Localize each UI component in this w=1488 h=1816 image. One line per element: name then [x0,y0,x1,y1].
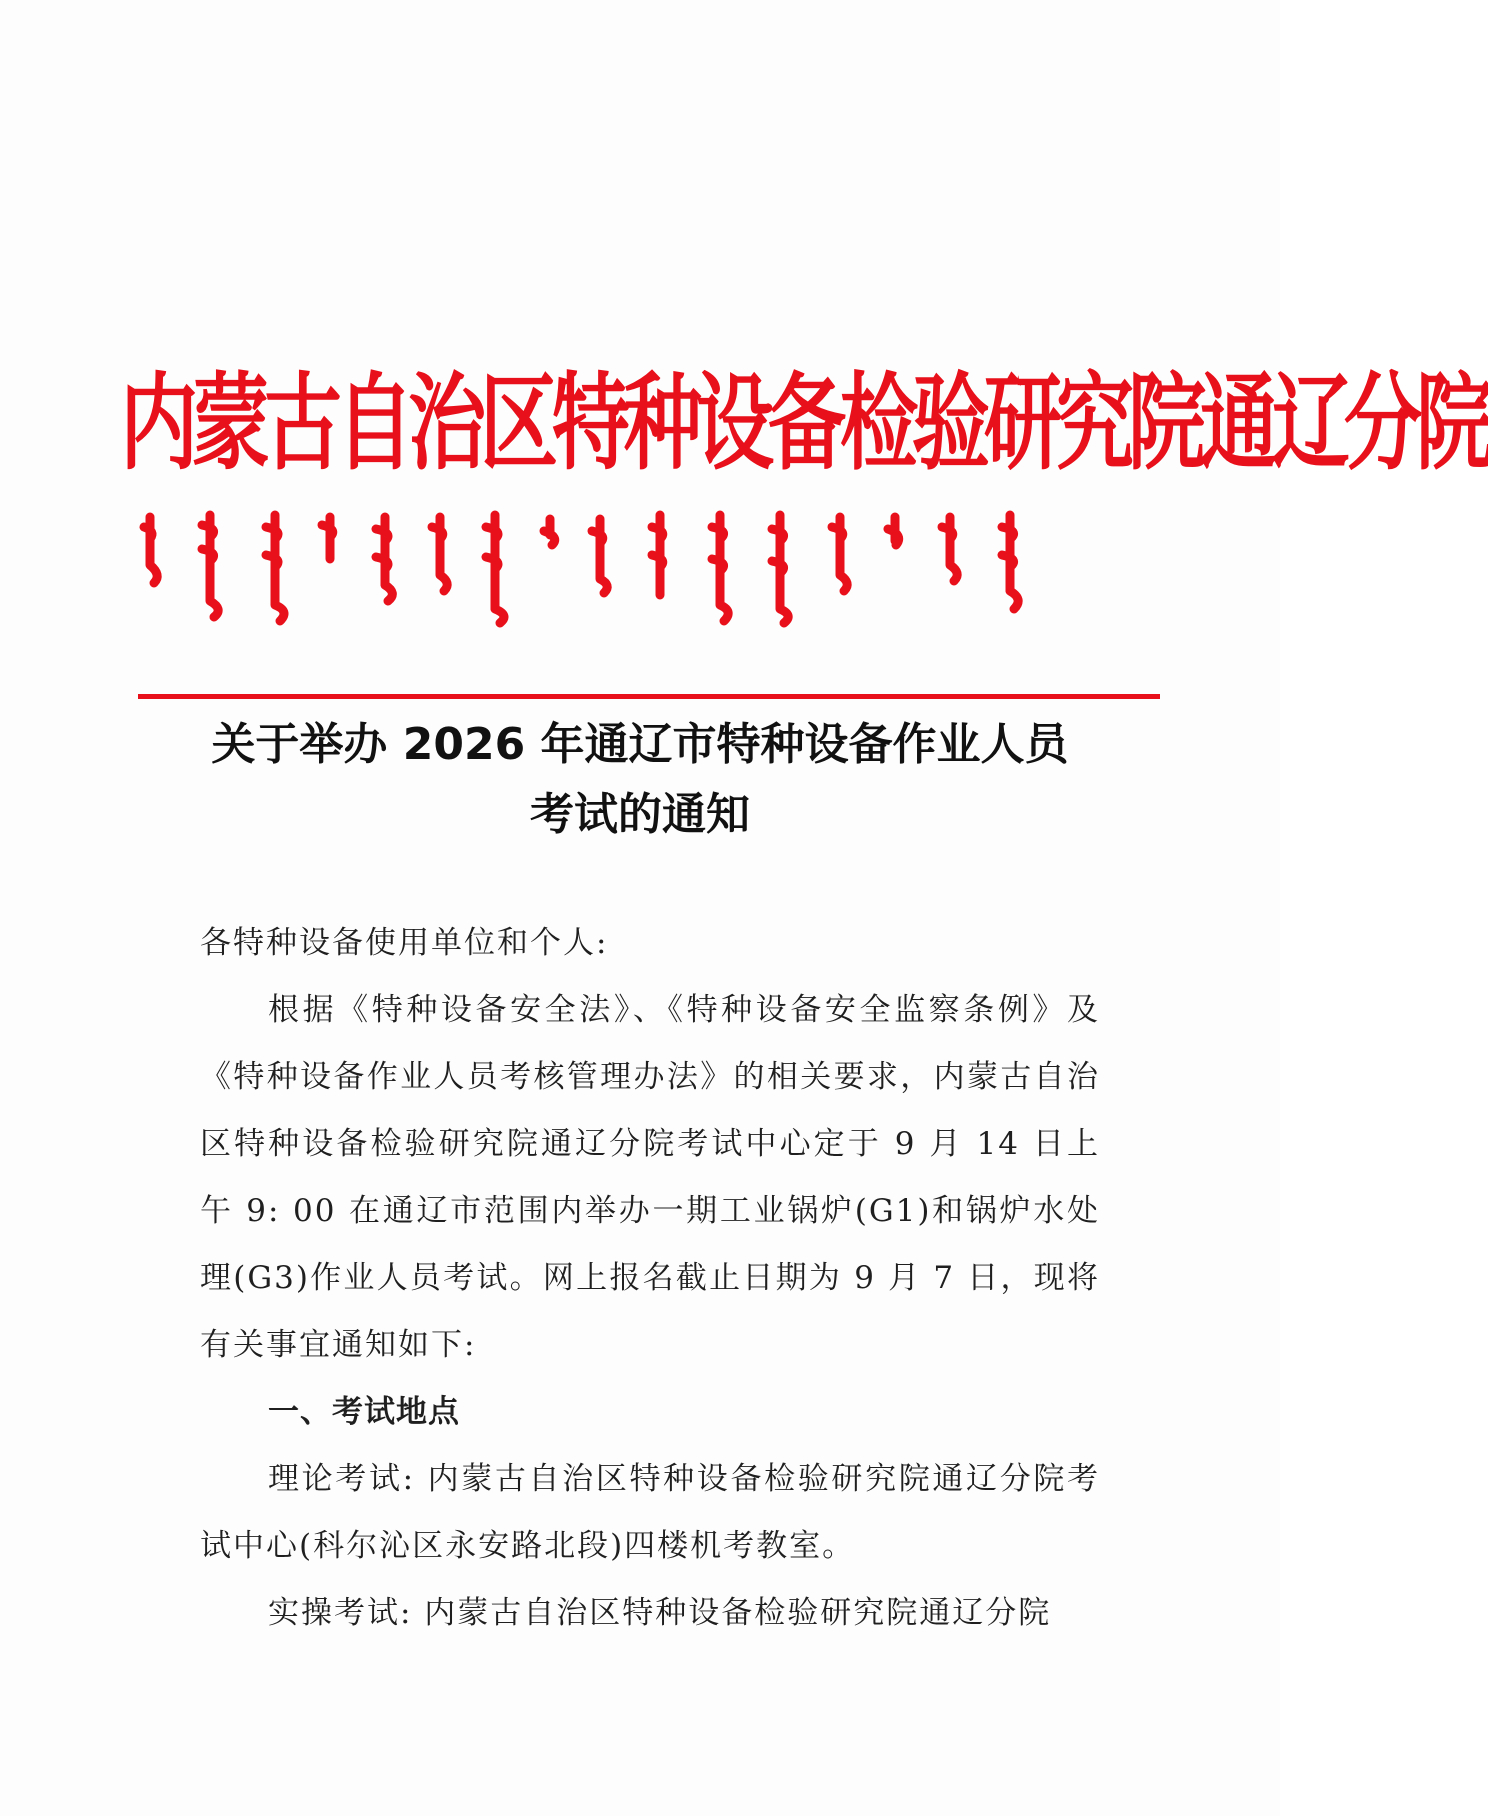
mongolian-script-icon [140,505,1150,625]
practical-exam-location: 实操考试: 内蒙古自治区特种设备检验研究院通辽分院 [268,1595,1052,1631]
document-title [140,710,1140,850]
document-body [200,910,1100,1647]
document-title-line-2: 考试的通知 [530,789,750,840]
document-title-line-1: 关于举办 2026 年通辽市特种设备作业人员 [211,719,1069,770]
intro-paragraph: 根据《特种设备安全法》、《特种设备安全监察条例》及《特种设备作业人员考核管理办法》的相关要求，内蒙古自治区特种设备检验研究院通辽分院考试中心定于 9 月 14 日上午 9: 00 在通辽市范围内举办一期工业锅炉(G1)和锅炉水处理(G3)作业人员考试。网上报名截止日期为 9 月 7 日，现将有关事宜通知如下: [200,992,1100,1363]
theory-exam-location: 理论考试: 内蒙古自治区特种设备检验研究院通辽分院考试中心(科尔沁区永安路北段)四楼机考教室。 [200,1461,1100,1564]
salutation: 各特种设备使用单位和个人: [200,925,609,961]
section-heading-exam-location: 一、考试地点 [268,1394,460,1430]
letterhead-org-name: 内蒙古自治区特种设备检验研究院通辽分院 [120,362,1488,485]
letterhead-red-rule [138,694,1160,699]
